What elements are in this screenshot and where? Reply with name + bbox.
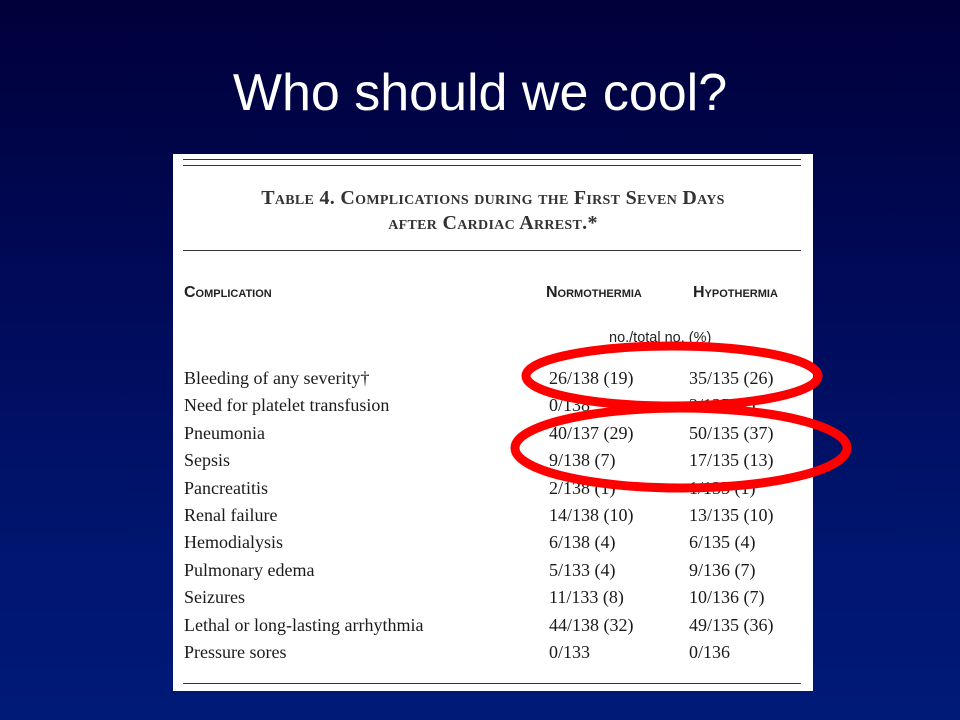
hypothermia-cell: 6/135 (4)	[689, 532, 756, 553]
complication-cell: Pulmonary edema	[184, 559, 315, 580]
complication-cell: Hemodialysis	[184, 532, 283, 553]
hypothermia-cell: 9/136 (7)	[689, 559, 756, 580]
table-row	[173, 447, 813, 474]
column-header-complication: Complication	[184, 284, 272, 301]
table-caption-line-2: after Cardiac Arrest.*	[388, 212, 598, 234]
normothermia-cell: 5/133 (4)	[549, 559, 616, 580]
normothermia-cell: 44/138 (32)	[549, 614, 634, 635]
table-row	[173, 420, 813, 447]
complication-cell: Pancreatitis	[184, 477, 268, 498]
table-row	[173, 639, 813, 666]
complication-cell: Need for platelet transfusion	[184, 395, 390, 416]
table-row	[173, 502, 813, 529]
top-rule	[183, 159, 801, 160]
hypothermia-cell: 0/136	[689, 642, 731, 662]
table-row	[173, 584, 813, 611]
complication-cell: Lethal or long-lasting arrhythmia	[184, 614, 424, 635]
table-image	[173, 154, 813, 691]
complication-cell: Pressure sores	[184, 642, 287, 662]
slide-title: Who should we cool?	[232, 64, 728, 122]
hypothermia-cell: 1/135 (1)	[689, 477, 756, 498]
normothermia-cell: 2/138 (1)	[549, 477, 616, 498]
complication-cell: Renal failure	[184, 505, 278, 525]
normothermia-cell: 26/138 (19)	[549, 368, 634, 388]
hypothermia-cell: 35/135 (26)	[689, 368, 774, 388]
bottom-rule	[183, 683, 801, 684]
normothermia-cell: 0/138	[549, 395, 591, 416]
header-rule	[183, 250, 801, 251]
normothermia-cell: 11/133 (8)	[549, 587, 624, 608]
normothermia-cell: 40/137 (29)	[549, 422, 634, 443]
complication-cell: Bleeding of any severity†	[184, 368, 370, 388]
hypothermia-cell: 49/135 (36)	[689, 614, 774, 635]
table-row	[173, 392, 813, 419]
hypothermia-cell: 13/135 (10)	[689, 505, 774, 525]
normothermia-cell: 0/133	[549, 642, 591, 662]
hypothermia-cell: 50/135 (37)	[689, 422, 774, 443]
table-row	[173, 557, 813, 584]
table-caption-line-1: Table 4. Complications during the First Seven Days	[261, 187, 725, 209]
table-row	[173, 365, 813, 392]
complication-cell: Seizures	[184, 587, 245, 608]
normothermia-cell: 6/138 (4)	[549, 532, 616, 553]
column-header-hypothermia: Hypothermia	[693, 284, 778, 301]
complication-cell: Sepsis	[184, 450, 231, 471]
table-row	[173, 529, 813, 556]
table-row	[173, 612, 813, 639]
complication-cell: Pneumonia	[184, 422, 265, 443]
column-header-normothermia: Normothermia	[546, 284, 642, 301]
hypothermia-cell: 2/135 (1)	[689, 395, 756, 416]
hypothermia-cell: 17/135 (13)	[689, 450, 774, 471]
top-rule-inner	[183, 165, 801, 166]
table-row	[173, 475, 813, 502]
hypothermia-cell: 10/136 (7)	[689, 587, 765, 608]
normothermia-cell: 9/138 (7)	[549, 450, 616, 471]
normothermia-cell: 14/138 (10)	[549, 505, 634, 525]
units-label: no./total no. (%)	[609, 330, 712, 346]
